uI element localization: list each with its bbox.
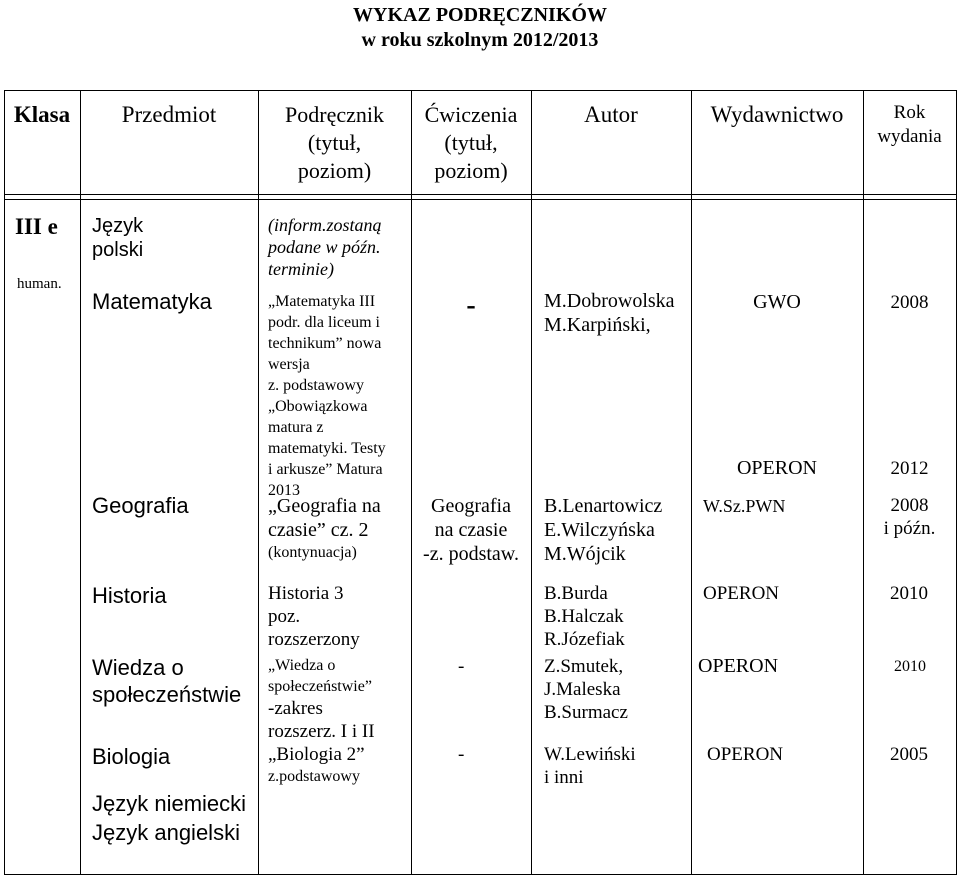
subject-angielski: Język angielski (92, 820, 240, 845)
header-klasa: Klasa (13, 102, 71, 127)
publisher-geografia: W.Sz.PWN (703, 496, 786, 516)
exercises-matematyka: - (466, 290, 476, 321)
subject-geografia: Geografia (92, 493, 189, 518)
exercises-biologia: - (458, 744, 465, 765)
subject-wos: Wiedza o społeczeństwie (92, 655, 242, 707)
book-matematyka: „Matematyka III podr. dla liceum i technikum” nowa wersja z. podstawowy „Obowiązkowa matura z matematyki. Testy i arkusze” Matura 2013 (268, 293, 386, 499)
author-geografia: B.Lenartowicz E.Wilczyńska M.Wójcik (544, 495, 663, 565)
exercises-geografia: Geografia na czasie -z. podstaw. (423, 495, 519, 565)
book-historia: Historia 3 poz. rozszerzony (268, 583, 360, 650)
document-subtitle: w roku szkolnym 2012/2013 (361, 29, 599, 51)
subject-matematyka: Matematyka (92, 289, 212, 314)
book-biologia: „Biologia 2” z.podstawowy (268, 744, 365, 785)
subject-polski: Język polski (92, 215, 144, 261)
exercises-wos: - (458, 656, 465, 677)
class-name: III e (15, 214, 58, 239)
header-przedmiot: Przedmiot (121, 102, 217, 127)
book-wos: „Wiedza o społeczeństwie” -zakres rozszerz. I i II (268, 657, 375, 742)
publisher-matematyka-2: OPERON (736, 457, 817, 479)
publisher-matematyka-1: GWO (753, 291, 801, 313)
author-wos: Z.Smutek, J.Maleska B.Surmacz (544, 656, 628, 723)
header-cwiczenia: Ćwiczenia (tytuł, poziom) (424, 102, 518, 183)
publisher-wos: OPERON (698, 655, 779, 677)
year-wos: 2010 (894, 658, 926, 675)
author-matematyka: M.Dobrowolska M.Karpiński, (544, 290, 675, 336)
header-rok: Rok wydania (877, 102, 942, 147)
year-matematyka-1: 2008 (890, 292, 929, 313)
subject-biologia: Biologia (92, 744, 171, 769)
year-matematyka-2: 2012 (890, 458, 929, 479)
class-profile: human. (17, 276, 62, 292)
header-podrecznik: Podręcznik (tytuł, poziom) (285, 102, 384, 183)
publisher-historia: OPERON (703, 583, 780, 604)
header-wydawnictwo: Wydawnictwo (710, 102, 844, 127)
publisher-biologia: OPERON (707, 744, 784, 765)
author-biologia: W.Lewiński i inni (544, 744, 636, 788)
subject-historia: Historia (92, 583, 167, 608)
year-biologia: 2005 (890, 744, 928, 765)
header-autor: Autor (584, 102, 638, 127)
document-title: WYKAZ PODRĘCZNIKÓW (353, 4, 607, 26)
year-geografia: 2008 i późn. (883, 495, 936, 539)
author-historia: B.Burda B.Halczak R.Józefiak (544, 583, 625, 650)
book-geografia: „Geografia na czasie” cz. 2 (kontynuacja) (268, 495, 381, 561)
subject-niemiecki: Język niemiecki (92, 791, 247, 816)
year-historia: 2010 (890, 583, 928, 604)
book-polski: (inform.zostaną podane w późn. terminie) (268, 215, 382, 279)
